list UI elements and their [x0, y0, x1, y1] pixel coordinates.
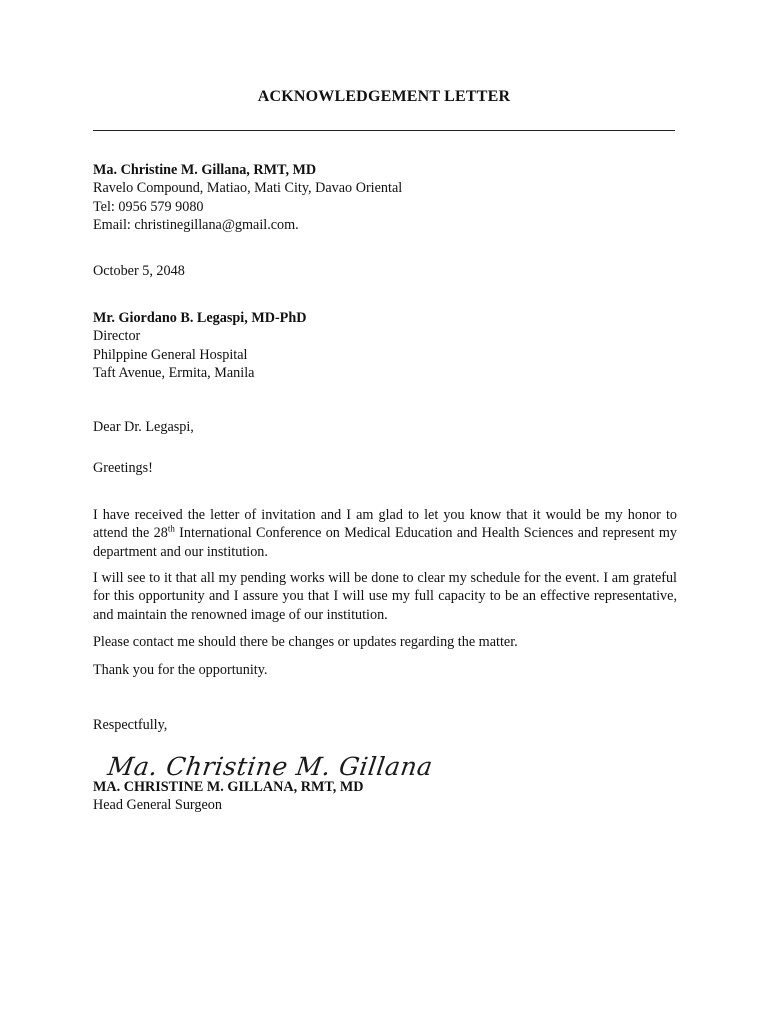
- paragraph-1-text-start: I have received the letter of invitation and I am glad to let you know that it would be my honor to attend the 28: [93, 507, 677, 542]
- paragraph-1: [93, 506, 677, 561]
- paragraph-1-text-end: International Conference on Medical Education and Health Sciences and represent my department and our institution.: [93, 525, 677, 560]
- sender-email: Email: christinegillana@gmail.com.: [93, 216, 299, 233]
- signatory-title: Head General Surgeon: [93, 797, 222, 814]
- recipient-position: Director: [93, 328, 141, 345]
- signatory-name: MA. CHRISTINE M. GILLANA, RMT, MD: [93, 779, 364, 795]
- salutation-block: [93, 418, 677, 436]
- recipient-organization: Philppine General Hospital: [93, 346, 248, 363]
- recipient-name: Mr. Giordano B. Legaspi, MD-PhD: [93, 310, 307, 326]
- letter-title: ACKNOWLEDGEMENT LETTER: [257, 88, 511, 105]
- salutation: Dear Dr. Legaspi,: [93, 419, 194, 435]
- sender-address: Ravelo Compound, Matiao, Mati City, Davao Oriental: [93, 180, 403, 197]
- greeting: Greetings!: [93, 460, 153, 476]
- recipient-block: [93, 309, 677, 382]
- ordinal-suffix: th: [167, 523, 175, 534]
- body-paragraph-4: [93, 661, 677, 679]
- body-paragraph-1: [93, 506, 677, 561]
- body-paragraph-3: [93, 633, 677, 651]
- signatory-block: [93, 778, 677, 815]
- paragraph-3: Please contact me should there be changes or updates regarding the matter.: [93, 634, 518, 650]
- sender-tel: Tel: 0956 579 9080: [93, 198, 204, 215]
- sender-block: [93, 161, 677, 234]
- paragraph-4: Thank you for the opportunity.: [93, 662, 268, 678]
- letter-date: October 5, 2048: [93, 263, 185, 279]
- closing-block: [93, 716, 677, 734]
- recipient-address: Taft Avenue, Ermita, Manila: [93, 364, 255, 381]
- body-paragraph-2: [93, 569, 677, 624]
- closing: Respectfully,: [93, 717, 168, 733]
- date-block: [93, 262, 677, 280]
- greeting-block: [93, 459, 677, 477]
- title-divider: [93, 130, 675, 131]
- handwritten-signature: Ma. Christine M. Gillana: [105, 752, 435, 781]
- paragraph-2: I will see to it that all my pending works will be done to clear my schedule for the event. I am grateful for this opportunity and I assure you that I will use my full capacity to be an effective representative, and maintain the renowned image of our institution.: [93, 570, 677, 623]
- sender-name: Ma. Christine M. Gillana, RMT, MD: [93, 162, 317, 178]
